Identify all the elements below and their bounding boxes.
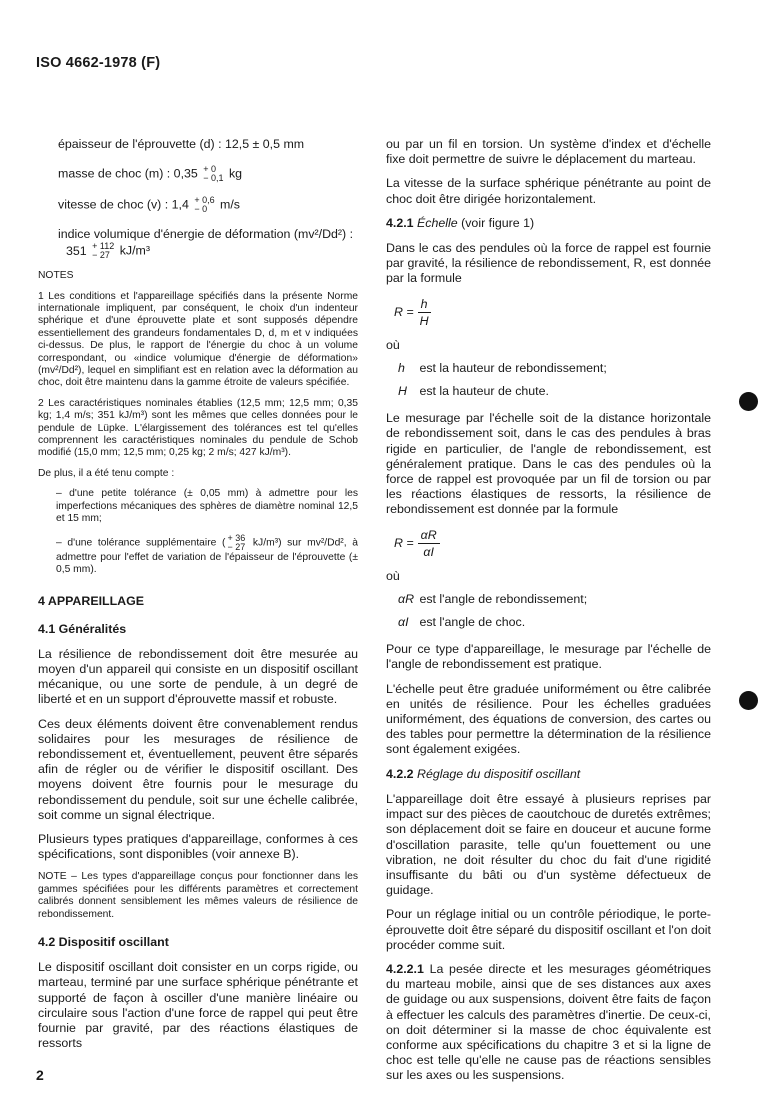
alpha-i-definition: est l'angle de choc. [419, 615, 526, 630]
velocity-plus: + 0,6 [194, 195, 215, 206]
section-4-2-2-title: Réglage du dispositif oscillant [417, 766, 581, 781]
right-column [386, 137, 711, 1093]
formula-1-denominator: H [419, 313, 429, 328]
h-symbol: h [398, 360, 405, 375]
param-thickness: épaisseur de l'éprouvette (d) : 12,5 ± 0,5 mm [58, 137, 305, 151]
section-4-2-1-ref: (voir figure 1) [461, 215, 535, 230]
section-4-2-1-para-1: Dans le cas des pendules où la force de rappel est fournie par gravité, la résilience de rebondissement, R, est donnée par la formule [386, 241, 711, 286]
param-velocity [58, 196, 358, 214]
mass-tolerance [203, 165, 223, 183]
formula-height-ratio [394, 296, 711, 330]
section-4-1-heading: 4.1 Généralités [38, 621, 127, 636]
margin-bullet-2 [739, 691, 758, 710]
left-column [38, 137, 358, 1060]
where-label-2: où [386, 568, 400, 583]
right-para-5: L'échelle peut être graduée uniformément ou être calibrée en unités de résilience. Pour les échelles graduées uniformément, des équations de conversion, des cartes ou des tables pour permettre la détermination de la résilience sont également exigées. [386, 681, 711, 757]
section-4-1-note: NOTE – Les types d'appareillage conçus pour fonctionner dans les gammes spécifiées pour les différents paramètres et correctement calibrés donnent sensiblement les mêmes valeurs de résilience de rebondissement. [38, 871, 358, 920]
page-number: 2 [36, 1067, 44, 1083]
notes-dash-1: – d'une petite tolérance (± 0,05 mm) à admettre pour les imperfections mécaniques des sphères de diamètre nominal 12,5 et 15 mm; [56, 488, 358, 525]
where-h [398, 361, 711, 376]
dash2-tolerance [227, 534, 245, 552]
energy-value: 351 [66, 243, 87, 258]
section-4-2-1-heading [386, 216, 711, 231]
dash2-suffix: kJ/m³) sur mv²/Dd², à admettre pour l'effet de variation de l'épaisseur de l'éprouvette (± 0,5 mm). [56, 537, 358, 575]
mass-unit: kg [228, 166, 243, 181]
right-para-8 [386, 962, 711, 1084]
section-4-2-1-number: 4.2.1 [386, 215, 414, 230]
alpha-r-definition: est l'angle de rebondissement; [419, 591, 588, 606]
section-4-1-para-3: Plusieurs types pratiques d'appareillage, conformes à ces spécifications, sont disponibles (voir annexe B). [38, 831, 358, 862]
energy-plus: + 112 [92, 241, 115, 252]
energy-unit: kJ/m³ [119, 243, 150, 258]
velocity-unit: m/s [220, 197, 241, 212]
right-para-6: L'appareillage doit être essayé à plusieurs reprises par impact sur des pièces de caoutchouc de duretés extrêmes; son déplacement doit se faire en douceur et aucune forme d'oscillation parasite, telle qu'un fouettement ou une vibration, ne doit résulter du choc du fait d'une rigidité insuffisante du bâti ou d'un système défectueux de guidage. [386, 791, 711, 898]
energy-minus: − 27 [92, 250, 110, 261]
note-2: 2 Les caractéristiques nominales établies (12,5 mm; 12,5 mm; 0,35 kg; 1,4 m/s; 351 kJ/m³) sont les mêmes que celles données pour le pendule de Lüpke. L'élargissement des tolérances est tel qu'elles comprennent les caractéristiques nominales du pendule de Schob modifié (15,0 mm; 12,5 mm; 0,25 kg; 2 m/s; 427 kJ/m³). [38, 397, 358, 459]
right-para-4: Pour ce type d'appareillage, le mesurage par l'échelle de l'angle de rebondissement est pratique. [386, 642, 711, 672]
velocity-minus: − 0 [194, 204, 208, 215]
H-symbol: H [398, 384, 407, 399]
right-para-7: Pour un réglage initial ou un contrôle périodique, le porte-éprouvette doit être séparé du dispositif oscillant et l'on doit procéder comme suit. [386, 907, 711, 952]
section-4-2-2-1-number: 4.2.2.1 [386, 961, 424, 976]
section-4-2-heading: 4.2 Dispositif oscillant [38, 935, 169, 949]
section-4-heading: 4 APPAREILLAGE [38, 594, 145, 609]
energy-tolerance [92, 242, 114, 260]
section-4-2-2-heading [386, 767, 711, 782]
formula-2-denominator: αI [423, 544, 434, 559]
where-label-1: où [386, 337, 400, 352]
formula-2-lhs: R = [394, 536, 414, 551]
h-definition: est la hauteur de rebondissement; [419, 360, 607, 375]
notes-intro: De plus, il a été tenu compte : [38, 467, 175, 479]
section-4-2-2-1-text: La pesée directe et les mesurages géométriques du marteau mobile, ainsi que de ses distances aux axes de guidage ou aux suspensions, doivent être faits de façon à effectuer les calculs des paramètres d'inertie. De ceux-ci, on doit déterminer si la masse de choc équivalente est conforme aux spécifications du chapitre 3 et si la ligne de choc est telle qu'elle ne cause pas de réactions sensibles sur les axes ou les suspensions. [386, 961, 711, 1083]
right-para-2: La vitesse de la surface sphérique pénétrante au point de choc doit être dirigée horizontalement. [386, 176, 711, 206]
dash2-minus: − 27 [227, 541, 246, 552]
velocity-label: vitesse de choc (v) : 1,4 [58, 197, 189, 212]
formula-1-lhs: R = [394, 305, 414, 320]
mass-minus: − 0,1 [203, 173, 224, 184]
section-4-2-1-title: Échelle [417, 215, 458, 230]
dash2-prefix: – d'une tolérance supplémentaire ( [56, 537, 226, 549]
page-header: ISO 4662-1978 (F) [36, 55, 161, 71]
notes-heading: NOTES [38, 270, 74, 282]
alpha-r-symbol: αR [398, 591, 415, 606]
alpha-i-symbol: αI [398, 615, 409, 630]
section-4-2-para-1: Le dispositif oscillant doit consister en un corps rigide, ou marteau, terminé par une surface sphérique pénétrante et supporté de façon à osciller d'une manière linéaire ou circulaire sous l'action d'une force de rappel qui peut être fournie par gravité, par des réactions élastiques de ressorts [38, 960, 358, 1051]
section-4-2-2-number: 4.2.2 [386, 766, 414, 781]
formula-1-numerator: h [418, 298, 431, 313]
velocity-tolerance [194, 196, 214, 214]
right-para-1: ou par un fil en torsion. Un système d'index et d'échelle fixe doit permettre de suivre le déplacement du marteau. [386, 137, 711, 167]
mass-plus: + 0 [203, 164, 217, 175]
dash2-plus: + 36 [227, 532, 246, 543]
param-energy [58, 227, 358, 260]
where-H [398, 384, 711, 399]
formula-2-numerator: αR [418, 529, 440, 544]
where-alpha-i [398, 615, 711, 630]
H-definition: est la hauteur de chute. [419, 384, 549, 399]
energy-label: indice volumique d'énergie de déformation (mv²/Dd²) : [58, 227, 354, 242]
note-1: 1 Les conditions et l'appareillage spécifiés dans la présente Norme internationale impliquent, par conséquent, le choix d'un indenteur sphérique et d'une éprouvette plate et sont supposés dépendre essentiellement des grandeurs fondamentales D, d, m et v indiquées ci-dessus. De plus, le rapport de l'énergie du choc à un volume correspondant, ou «indice volumique d'énergie de déformation» (mv²/Dd²), lequel en simplifiant est en relation avec la déformation au choc, doit être maintenu dans la gamme étroite de valeurs spécifiée. [38, 290, 358, 389]
formula-angle-ratio [394, 527, 711, 561]
section-4-1-para-2: Ces deux éléments doivent être convenablement rendus solidaires pour les mesurages de résilience de rebondissement et, éventuellement, peuvent être séparés afin de régler ou de vérifier le dispositif oscillant. Des moyens doivent être fournis pour le mesurage du rebondissement du pendule, soit sur une échelle calibrée, soit comme un signal électrique. [38, 716, 358, 822]
where-alpha-r [398, 592, 711, 607]
formula-1-fraction [418, 298, 431, 328]
mass-label: masse de choc (m) : 0,35 [58, 166, 198, 181]
formula-2-fraction [418, 529, 440, 559]
notes-dash-2 [56, 534, 358, 577]
param-mass [58, 165, 358, 183]
margin-bullet-1 [739, 392, 758, 411]
section-4-1-para-1: La résilience de rebondissement doit être mesurée au moyen d'un appareil qui consiste en un dispositif oscillant mécanique, ou une sorte de pendule, à un degré de liberté et en un support d'éprouvette massif et robuste. [38, 646, 358, 707]
right-para-3: Le mesurage par l'échelle soit de la distance horizontale de rebondissement soit, dans le cas des pendules à bras rigide en particulier, de l'angle de rebondissement, est généralement pratique. Dans le cas des pendules où la force de rappel est provoquée par un fil de torsion ou par les réactions élastiques de ressorts, la résilience de rebondissement est donnée par la formule [386, 411, 711, 517]
